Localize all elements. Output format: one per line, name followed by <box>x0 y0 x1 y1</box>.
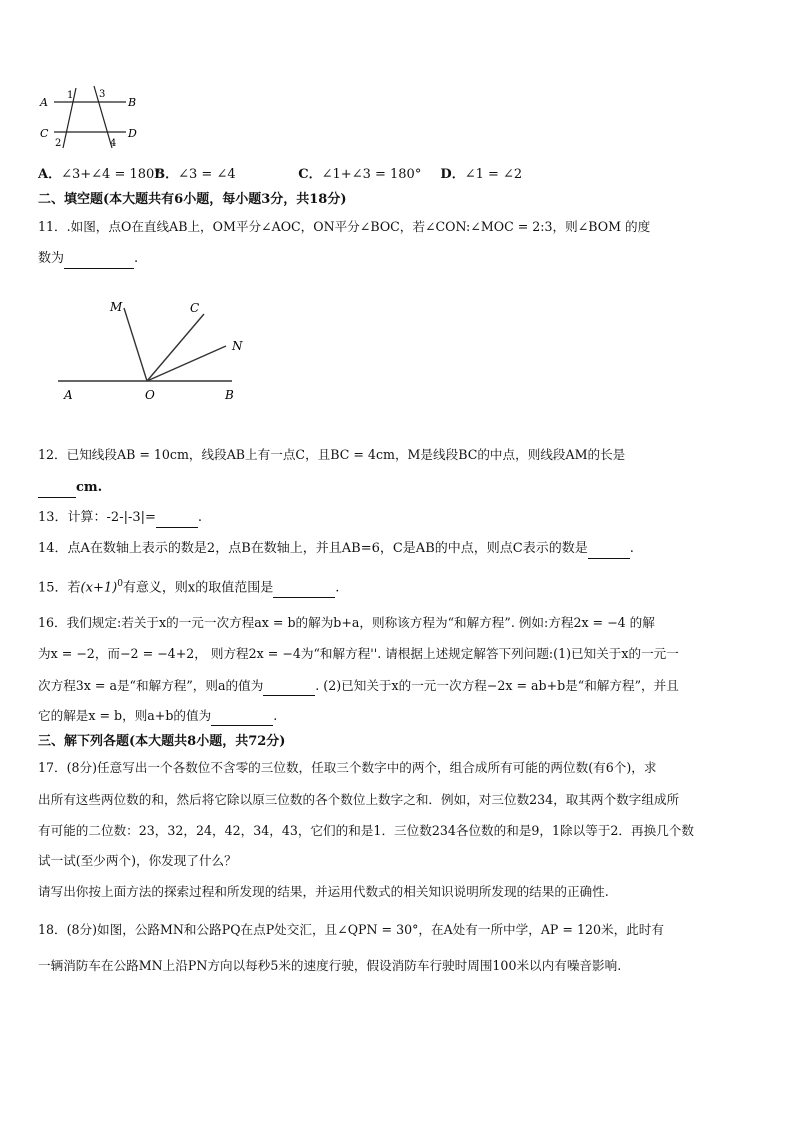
label-a: A <box>40 96 48 109</box>
q16-part1-text: 次方程3x = a是“和解方程”，则a的值为 <box>38 678 264 693</box>
ray-om <box>124 308 147 381</box>
angle-2: 2 <box>55 138 62 149</box>
label-m: M <box>110 300 123 314</box>
q14-answer-blank[interactable] <box>588 540 630 559</box>
q11-line2 <box>38 250 762 269</box>
q16-part1-blank[interactable] <box>263 677 315 696</box>
q17-line4: 试一试(至少两个)，你发现了什么？ <box>38 853 237 868</box>
q11-answer-blank[interactable] <box>64 250 134 269</box>
ray-oc <box>147 314 204 381</box>
q15-answer-blank[interactable] <box>273 579 335 598</box>
label-c: C <box>190 301 200 315</box>
q16-line4 <box>38 707 762 726</box>
q12-line1: 12．已知线段AB = 10cm，线段AB上有一点C，且BC = 4cm，M是线段BC的中点，则线段AM的长是 <box>38 447 626 462</box>
q16-line4-suffix: . <box>273 708 278 723</box>
ray-on <box>147 346 226 381</box>
q15-prefix: 15．若 <box>38 580 81 596</box>
q17-line1: 17．(8分)任意写出一个各数位不含零的三位数，任取三个数字中的两个，组合成所有可能的两位数(有6个)，求 <box>38 760 657 775</box>
q13-suffix: . <box>197 510 203 525</box>
section3-title: 三、解下列各题(本大题共8小题，共72分) <box>38 734 286 749</box>
q18-line2: 一辆消防车在公路MN上沿PN方向以每秒5米的速度行驶，假设消防车行驶时周围100米以内有噪音影响. <box>38 958 622 973</box>
label-n: N <box>232 339 243 353</box>
q17-line5: 请写出你按上面方法的探索过程和所发现的结果，并运用代数式的相关知识说明所发现的结果的正确性. <box>38 884 609 899</box>
q15-expression: (x+1) <box>80 580 118 596</box>
section2-title: 二、填空题(本大题共有6小题，每小题3分，共18分) <box>38 192 347 207</box>
option-c[interactable]: C．∠1+∠3 = 180° <box>298 167 422 182</box>
label-c: C <box>40 127 49 140</box>
angle-1: 1 <box>67 90 74 101</box>
label-d: D <box>128 127 137 140</box>
q15-middle: 有意义，则x的取值范围是 <box>122 580 274 596</box>
parallel-lines-figure <box>36 84 146 154</box>
q12-unit: cm. <box>76 480 103 495</box>
option-d[interactable]: D．∠1 = ∠2 <box>440 167 523 182</box>
angle-bisector-figure <box>54 296 254 408</box>
q11-suffix: . <box>134 251 139 266</box>
q16-part2-text: . (2)已知关于x的一元一次方程−2x = ab+b是“和解方程”，并且 <box>315 678 679 693</box>
q15 <box>38 575 762 598</box>
q11-line1: 11．.如图，点O在直线AB上，OM平分∠AOC，ON平分∠BOC，若∠CON:∠MOC = 2:3，则∠BOM 的度 <box>38 219 651 234</box>
label-b: B <box>128 96 137 109</box>
q15-exponent: 0 <box>117 579 123 589</box>
q15-suffix: . <box>335 580 340 596</box>
angle-3: 3 <box>99 89 106 100</box>
q17-line2: 出所有这些两位数的和，然后将它除以原三位数的各个数位上数字之和．例如，对三位数234，取其两个数字组成所 <box>38 792 680 807</box>
option-b[interactable]: B．∠3 = ∠4 <box>154 167 236 182</box>
q17-line3: 有可能的二位数：23，32，24，42，34，43，它们的和是1．三位数234各位数的和是9，1除以等于2．再换几个数 <box>38 823 694 838</box>
label-o: O <box>145 388 155 402</box>
q12-answer-blank[interactable] <box>38 479 76 498</box>
q18-line1: 18．(8分)如图，公路MN和公路PQ在点P处交汇，且∠QPN = 30°，在A处有一所中学，AP = 120米，此时有 <box>38 922 664 937</box>
q11-prefix: 数为 <box>38 251 65 266</box>
q16-line1: 16．我们规定:若关于x的一元一次方程ax = b的解为b+a，则称该方程为“和解方程”. 例如:方程2x = −4 的解 <box>38 615 655 630</box>
q16-line3 <box>38 677 762 696</box>
q12-line2 <box>38 479 762 498</box>
q16-line2: 为x = −2，而−2 = −4+2， 则方程2x = −4为“和解方程''. 请根据上述规定解答下列问题:(1)已知关于x的一元一 <box>38 646 679 661</box>
q13-answer-blank[interactable] <box>156 509 198 528</box>
q13-text: 13．计算：-2-|-3|= <box>38 510 156 525</box>
q14 <box>38 540 762 559</box>
angle-4: 4 <box>110 138 117 149</box>
option-a[interactable]: A．∠3+∠4 = 180° <box>38 167 161 182</box>
label-a: A <box>64 388 73 402</box>
q10-options <box>38 166 762 184</box>
q13 <box>38 509 762 528</box>
q14-suffix: . <box>629 541 634 556</box>
label-b: B <box>225 388 234 402</box>
q16-line4-text: 它的解是x = b，则a+b的值为 <box>38 708 212 723</box>
q16-part2-blank[interactable] <box>211 707 273 726</box>
q14-text: 14．点A在数轴上表示的数是2，点B在数轴上，并且AB=6，C是AB的中点，则点C表示的数是 <box>38 541 588 556</box>
